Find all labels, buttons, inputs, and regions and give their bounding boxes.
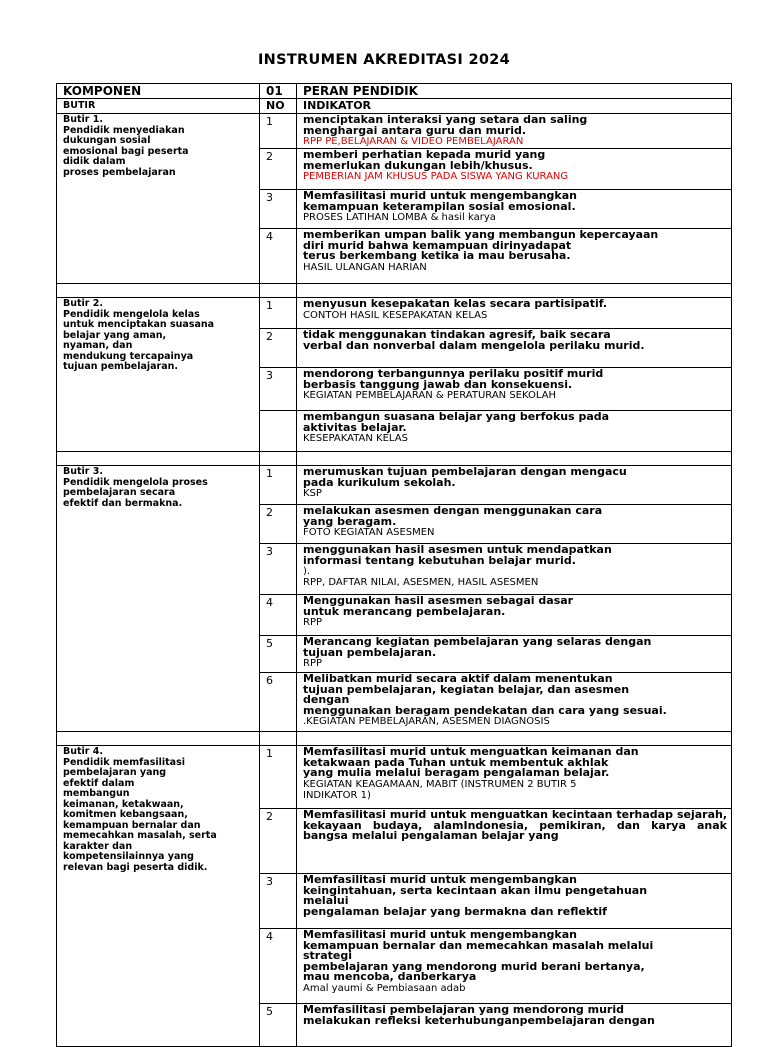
indicator-text: menyusun kesepakatan kelas secara partisipatif. — [303, 297, 608, 310]
header-butir: BUTIR — [57, 99, 260, 114]
header-row-component — [57, 84, 732, 99]
header-no: NO — [260, 99, 297, 114]
spacer-cell — [260, 732, 297, 746]
indicator-number: 1 — [260, 114, 297, 149]
evidence-text: RPP — [303, 617, 323, 628]
spacer-cell — [297, 732, 732, 746]
spacer-cell — [297, 284, 732, 298]
indicator-cell — [297, 636, 732, 673]
indicator-text: memberi perhatian kepada murid yang memerlukan dukungan lebih/khusus. — [303, 148, 546, 172]
evidence-text: KESEPAKATAN KELAS — [303, 433, 408, 444]
indicator-text: Memfasilitasi murid untuk mengembangkan kemampuan bernalar dan memecahkan masalah melalui strategi pembelajaran yang mendorong murid berani bertanya, mau mencoba, danberkarya — [303, 928, 654, 983]
evidence-text: PROSES LATIHAN LOMBA & hasil karya — [303, 212, 496, 223]
indicator-text: menciptakan interaksi yang setara dan saling menghargai antara guru dan murid. — [303, 113, 588, 137]
section-spacer-row — [57, 732, 732, 746]
evidence-text: KSP — [303, 488, 322, 499]
indicator-row — [57, 746, 732, 809]
indicator-number: 4 — [260, 595, 297, 636]
evidence-text: Amal yaumi & Pembiasaan adab — [303, 982, 466, 994]
accreditation-table — [56, 83, 732, 1047]
header-row-columns — [57, 99, 732, 114]
indicator-text: membangun suasana belajar yang berfokus pada aktivitas belajar. — [303, 410, 610, 434]
indicator-cell — [297, 1004, 732, 1047]
indicator-cell — [297, 114, 732, 149]
indicator-text: Memfasilitasi murid untuk menguatkan kecintaan terhadap sejarah, kekayaan budaya, alamIndonesia, pemikiran, dan karya anak bangsa melalui pengalaman belajar yang — [303, 808, 727, 842]
indicator-number: 2 — [260, 149, 297, 190]
indicator-text: Memfasilitasi pembelajaran yang mendorong murid melakukan refleksi keterhubunganpembelajaran dengan — [303, 1003, 655, 1027]
indicator-number: 5 — [260, 636, 297, 673]
indicator-cell — [297, 505, 732, 544]
indicator-number: 3 — [260, 368, 297, 411]
evidence-text: RPP — [303, 658, 323, 669]
butir-description: Butir 3. Pendidik mengelola proses pembelajaran secara efektif dan bermakna. — [57, 466, 260, 732]
indicator-text: melakukan asesmen dengan menggunakan cara yang beragam. — [303, 504, 603, 528]
evidence-text: KEGIATAN PEMBELAJARAN & PERATURAN SEKOLAH — [303, 390, 557, 401]
header-komponen-no: 01 — [260, 84, 297, 99]
indicator-cell — [297, 874, 732, 929]
indicator-text: Memfasilitasi murid untuk mengembangkan keingintahuan, serta kecintaan akan ilmu pengetahuan melalui pengalaman belajar yang bermakna dan reflektif — [303, 873, 648, 918]
indicator-text: Merancang kegiatan pembelajaran yang selaras dengan tujuan pembelajaran. — [303, 635, 652, 659]
indicator-cell — [297, 595, 732, 636]
spacer-cell — [297, 452, 732, 466]
indicator-text: Melibatkan murid secara aktif dalam menentukan tujuan pembelajaran, kegiatan belajar, dan asesmen dengan menggunakan beragam pendekatan dan cara yang sesuai. — [303, 672, 667, 717]
indicator-number: 4 — [260, 229, 297, 284]
indicator-number: 1 — [260, 466, 297, 505]
indicator-row — [57, 298, 732, 329]
indicator-number: 3 — [260, 544, 297, 595]
evidence-text: KEGIATAN KEAGAMAAN, MABIT (INSTRUMEN 2 BUTIR 5 INDIKATOR 1) — [303, 778, 577, 801]
indicator-number: 6 — [260, 673, 297, 732]
spacer-cell — [57, 732, 260, 746]
spacer-cell — [260, 452, 297, 466]
header-komponen-name: PERAN PENDIDIK — [297, 84, 732, 99]
indicator-text: tidak menggunakan tindakan agresif, baik secara verbal dan nonverbal dalam mengelola perilaku murid. — [303, 328, 645, 352]
indicator-text: menggunakan hasil asesmen untuk mendapatkan informasi tentang kebutuhan belajar murid. — [303, 543, 612, 567]
butir-description: Butir 4. Pendidik memfasilitasi pembelajaran yang efektif dalam membangun keimanan, ketakwaan, komitmen kebangsaan, kemampuan bernalar dan memecahkan masalah, serta karakter dan kompetensilainnya yang relevan bagi peserta didik. — [57, 746, 260, 1047]
indicator-number: 2 — [260, 329, 297, 368]
indicator-cell — [297, 229, 732, 284]
indicator-text: Menggunakan hasil asesmen sebagai dasar untuk merancang pembelajaran. — [303, 594, 574, 618]
indicator-number: 1 — [260, 298, 297, 329]
spacer-cell — [57, 452, 260, 466]
indicator-cell — [297, 809, 732, 874]
evidence-text: .KEGIATAN PEMBELAJARAN, ASESMEN DIAGNOSIS — [303, 716, 550, 727]
indicator-cell — [297, 368, 732, 411]
indicator-cell — [297, 929, 732, 1004]
indicator-cell — [297, 298, 732, 329]
indicator-number: 2 — [260, 809, 297, 874]
evidence-text: CONTOH HASIL KESEPAKATAN KELAS — [303, 309, 488, 321]
header-indikator: INDIKATOR — [297, 99, 732, 114]
indicator-text: mendorong terbangunnya perilaku positif murid berbasis tanggung jawab dan konsekuensi. — [303, 367, 604, 391]
indicator-cell — [297, 190, 732, 229]
indicator-text: memberikan umpan balik yang membangun kepercayaan diri murid bahwa kemampuan dirinyadapat terus berkembang ketika ia mau berusaha. — [303, 228, 659, 262]
sections-body — [57, 114, 732, 1047]
indicator-cell — [297, 466, 732, 505]
evidence-text: HASIL ULANGAN HARIAN — [303, 261, 427, 273]
indicator-text: Memfasilitasi murid untuk menguatkan keimanan dan ketakwaan pada Tuhan untuk membentuk akhlak yang mulia melalui beragam pengalaman belajar. — [303, 745, 639, 779]
spacer-cell — [57, 284, 260, 298]
indicator-number: 1 — [260, 746, 297, 809]
indicator-number: 3 — [260, 874, 297, 929]
evidence-text: ). RPP, DAFTAR NILAI, ASESMEN, HASIL ASESMEN — [303, 566, 539, 588]
page-title: INSTRUMEN AKREDITASI 2024 — [257, 52, 510, 68]
indicator-number: 2 — [260, 505, 297, 544]
indicator-row — [57, 466, 732, 505]
indicator-cell — [297, 329, 732, 368]
indicator-number: 4 — [260, 929, 297, 1004]
section-spacer-row — [57, 284, 732, 298]
indicator-cell — [297, 411, 732, 452]
indicator-cell — [297, 544, 732, 595]
indicator-number: 3 — [260, 190, 297, 229]
evidence-text: PEMBERIAN JAM KHUSUS PADA SISWA YANG KURANG — [303, 171, 569, 182]
indicator-cell — [297, 673, 732, 732]
butir-description: Butir 2. Pendidik mengelola kelas untuk menciptakan suasana belajar yang aman, nyaman, dan mendukung tercapainya tujuan pembelajaran. — [57, 298, 260, 452]
indicator-number: 5 — [260, 1004, 297, 1047]
butir-description: Butir 1. Pendidik menyediakan dukungan sosial emosional bagi peserta didik dalam proses pembelajaran — [57, 114, 260, 284]
indicator-cell — [297, 149, 732, 190]
indicator-number — [260, 411, 297, 452]
indicator-text: Memfasilitasi murid untuk mengembangkan kemampuan keterampilan sosial emosional. — [303, 189, 577, 213]
indicator-cell — [297, 746, 732, 809]
evidence-text: FOTO KEGIATAN ASESMEN — [303, 527, 435, 538]
indicator-row — [57, 114, 732, 149]
indicator-text: merumuskan tujuan pembelajaran dengan mengacu pada kurikulum sekolah. — [303, 465, 627, 489]
evidence-text: RPP PE,BELAJARAN & VIDEO PEMBELAJARAN — [303, 136, 524, 147]
header-komponen: KOMPONEN — [57, 84, 260, 99]
spacer-cell — [260, 284, 297, 298]
section-spacer-row — [57, 452, 732, 466]
